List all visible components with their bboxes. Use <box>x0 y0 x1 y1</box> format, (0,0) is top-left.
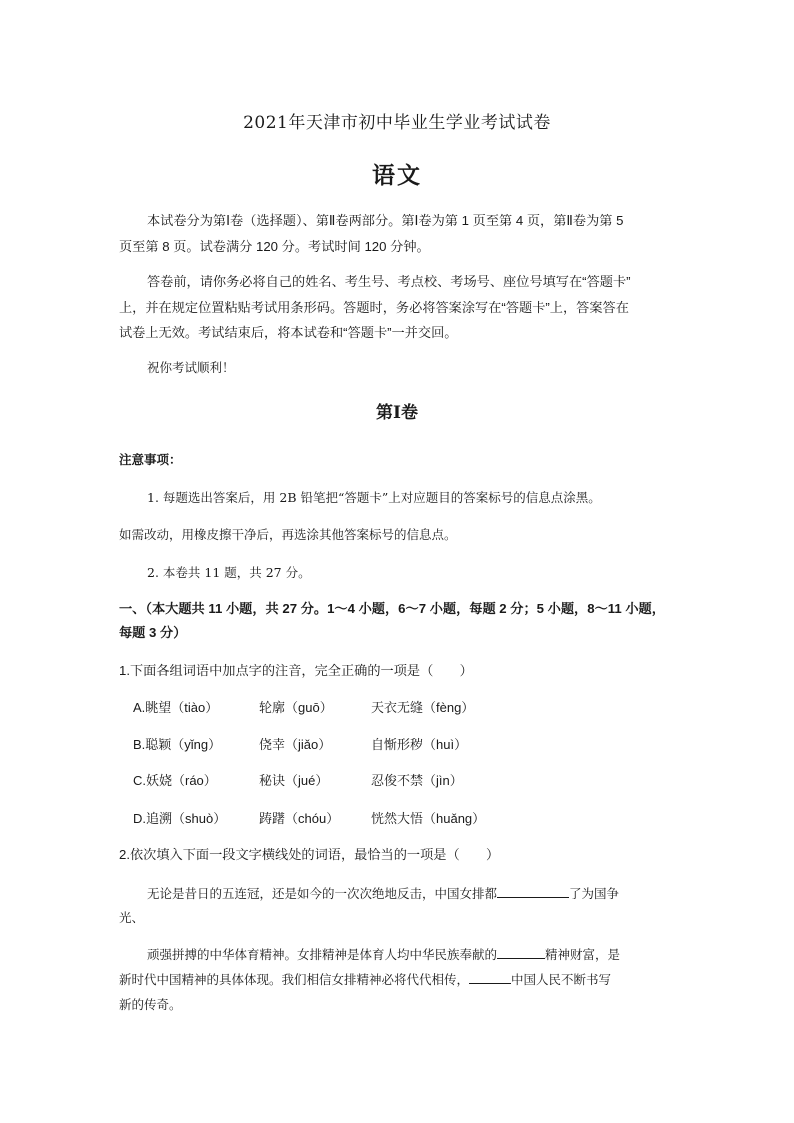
q1-option-a-word3: 天衣无缝（fèng） <box>371 700 475 715</box>
note1-line2: 如需改动，用橡皮擦干净后，再选涂其他答案标号的信息点。 <box>119 527 457 542</box>
q1-option-b-word3: 自惭形秽（huì） <box>371 737 468 752</box>
q1-option-d-word1: D.追溯（shuò） <box>133 811 227 826</box>
q1-option-b-word1: B.聪颖（yǐng） <box>133 737 222 752</box>
q2-stem: 2.依次填入下面一段文字横线处的词语，最恰当的一项是（ ） <box>119 847 500 862</box>
good-luck-text: 祝你考试顺利！ <box>147 361 235 375</box>
note2: 2. 本卷共 11 题，共 27 分。 <box>147 565 311 580</box>
q2-blank-1 <box>497 885 569 898</box>
part-heading-line2: 每题 3 分） <box>119 625 187 640</box>
q1-option-a-word2: 轮廓（guō） <box>259 700 333 715</box>
section-title: 第Ⅰ卷 <box>376 403 418 423</box>
q1-option-b-word2: 侥幸（jiǎo） <box>259 737 332 752</box>
intro-p1-line2: 页至第 8 页。试卷满分 120 分。考试时间 120 分钟。 <box>119 239 430 254</box>
intro-p1-line1: 本试卷分为第Ⅰ卷（选择题）、第Ⅱ卷两部分。第Ⅰ卷为第 1 页至第 4 页，第Ⅱ卷为第 5 <box>147 213 624 228</box>
q2-para1-text-b: 了为国争 <box>569 886 620 901</box>
q2-para1-text-a: 无论是昔日的五连冠，还是如今的一次次绝地反击，中国女排都 <box>147 886 498 901</box>
intro-p2-line3: 试卷上无效。考试结束后，将本试卷和“答题卡”一并交回。 <box>119 325 458 340</box>
q2-para2-text-a: 顽强拼搏的中华体育精神。女排精神是体育人均中华民族奉献的 <box>147 947 498 962</box>
q1-option-c-word1: C.妖娆（ráo） <box>133 773 217 788</box>
part-heading-line1: 一、（本大题共 11 小题，共 27 分。1～4 小题，6～7 小题，每题 2 分；5 小题，8～11 小题， <box>119 601 665 616</box>
q2-para1-line1 <box>147 884 619 902</box>
q2-para2-text-c: 新时代中国精神的具体体现。我们相信女排精神必将代代相传， <box>119 972 470 987</box>
q2-para2-text-b: 精神财富，是 <box>545 947 621 962</box>
q1-stem: 1.下面各组词语中加点字的注音，完全正确的一项是（ ） <box>119 663 473 678</box>
note1-line1: 1. 每题选出答案后，用 2B 铅笔把“答题卡”上对应题目的答案标号的信息点涂黑。 <box>147 490 601 505</box>
q2-blank-3 <box>469 971 511 984</box>
exam-title: 2021年天津市初中毕业生学业考试试卷 <box>243 113 551 133</box>
q1-option-d-word3: 恍然大悟（huǎng） <box>371 811 486 826</box>
q1-option-d-word2: 踌躇（chóu） <box>259 811 340 826</box>
q1-option-a-word1: A.眺望（tiào） <box>133 700 219 715</box>
q2-blank-2 <box>497 946 545 959</box>
subject-title: 语文 <box>372 162 422 189</box>
notes-heading: 注意事项： <box>119 453 182 467</box>
q2-para2-line1 <box>147 945 620 963</box>
q1-option-c-word3: 忍俊不禁（jìn） <box>371 773 463 788</box>
q2-para1-line2: 光、 <box>119 910 145 925</box>
q2-para2-line2 <box>119 970 611 988</box>
q1-option-c-word2: 秘诀（jué） <box>259 773 329 788</box>
intro-p2-line1: 答卷前，请你务必将自己的姓名、考生号、考点校、考场号、座位号填写在“答题卡” <box>147 274 631 289</box>
q2-para2-line3: 新的传奇。 <box>119 997 182 1012</box>
intro-p2-line2: 上，并在规定位置粘贴考试用条形码。答题时，务必将答案涂写在“答题卡”上，答案答在 <box>119 300 629 315</box>
q2-para2-text-d: 中国人民不断书写 <box>511 972 612 987</box>
